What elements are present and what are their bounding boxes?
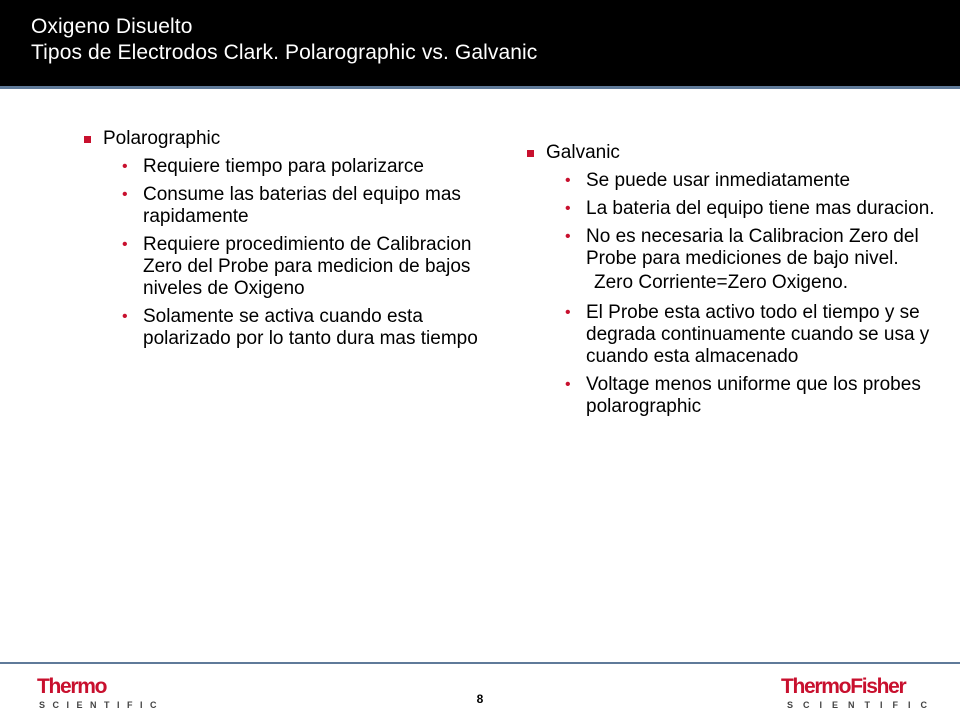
list-item-text: La bateria del equipo tiene mas duracion. bbox=[586, 198, 935, 219]
list-item bbox=[84, 156, 484, 178]
page-number: 8 bbox=[476, 692, 484, 706]
galvanic-heading bbox=[527, 142, 937, 164]
list-item bbox=[527, 198, 937, 220]
list-item-text: Requiere tiempo para polarizarce bbox=[143, 156, 424, 177]
polarographic-column bbox=[84, 128, 484, 356]
dot-bullet-icon: • bbox=[565, 376, 571, 393]
galvanic-column bbox=[527, 142, 937, 424]
dot-bullet-icon: • bbox=[122, 308, 128, 325]
list-item-text: Requiere procedimiento de Calibracion Zero del Probe para medicion de bajos niveles de Oxigeno bbox=[143, 234, 472, 299]
galvanic-list bbox=[527, 170, 937, 418]
polarographic-heading-text: Polarographic bbox=[103, 128, 221, 149]
dot-bullet-icon: • bbox=[565, 304, 571, 321]
list-item-text: No es necesaria la Calibracion Zero del Probe para mediciones de bajo nivel. bbox=[586, 226, 919, 269]
list-item bbox=[527, 226, 937, 270]
header-divider bbox=[0, 86, 960, 89]
logo-wordmark: Thermo bbox=[37, 675, 107, 698]
slide-title bbox=[31, 14, 537, 66]
list-item bbox=[527, 170, 937, 192]
title-line-1: Oxigeno Disuelto bbox=[31, 15, 193, 38]
polarographic-heading bbox=[84, 128, 484, 150]
dot-bullet-icon: • bbox=[122, 236, 128, 253]
list-item bbox=[84, 234, 484, 300]
square-bullet-icon bbox=[527, 150, 534, 157]
list-item bbox=[527, 374, 937, 418]
list-item bbox=[527, 302, 937, 368]
dot-bullet-icon: • bbox=[122, 158, 128, 175]
list-item-text: Solamente se activa cuando esta polarizado por lo tanto dura mas tiempo bbox=[143, 306, 478, 349]
list-item-text: Voltage menos uniforme que los probes polarographic bbox=[586, 374, 921, 417]
logo-wordmark: ThermoFisher bbox=[781, 675, 906, 698]
dot-bullet-icon: • bbox=[122, 186, 128, 203]
dot-bullet-icon: • bbox=[565, 228, 571, 245]
dot-bullet-icon: • bbox=[565, 200, 571, 217]
list-item bbox=[84, 306, 484, 350]
zero-note: Zero Corriente=Zero Oxigeno. bbox=[594, 272, 848, 293]
list-item-text: Se puede usar inmediatamente bbox=[586, 170, 851, 191]
footer-divider bbox=[0, 662, 960, 664]
thermo-scientific-logo bbox=[37, 676, 164, 710]
polarographic-list bbox=[84, 156, 484, 350]
logo-subtitle: SCIENTIFIC bbox=[787, 700, 938, 710]
square-bullet-icon bbox=[84, 136, 91, 143]
thermofisher-scientific-logo bbox=[781, 676, 937, 710]
list-item-text: El Probe esta activo todo el tiempo y se degrada continuamente cuando se usa y cuando esta almacenado bbox=[586, 302, 930, 367]
title-line-2: Tipos de Electrodos Clark. Polarographic vs. Galvanic bbox=[31, 41, 538, 64]
slide-header bbox=[0, 0, 960, 86]
list-item-text: Consume las baterias del equipo mas rapidamente bbox=[143, 184, 461, 227]
galvanic-heading-text: Galvanic bbox=[546, 142, 620, 163]
dot-bullet-icon: • bbox=[565, 172, 571, 189]
logo-subtitle: SCIENTIFIC bbox=[39, 700, 165, 710]
list-item bbox=[84, 184, 484, 228]
